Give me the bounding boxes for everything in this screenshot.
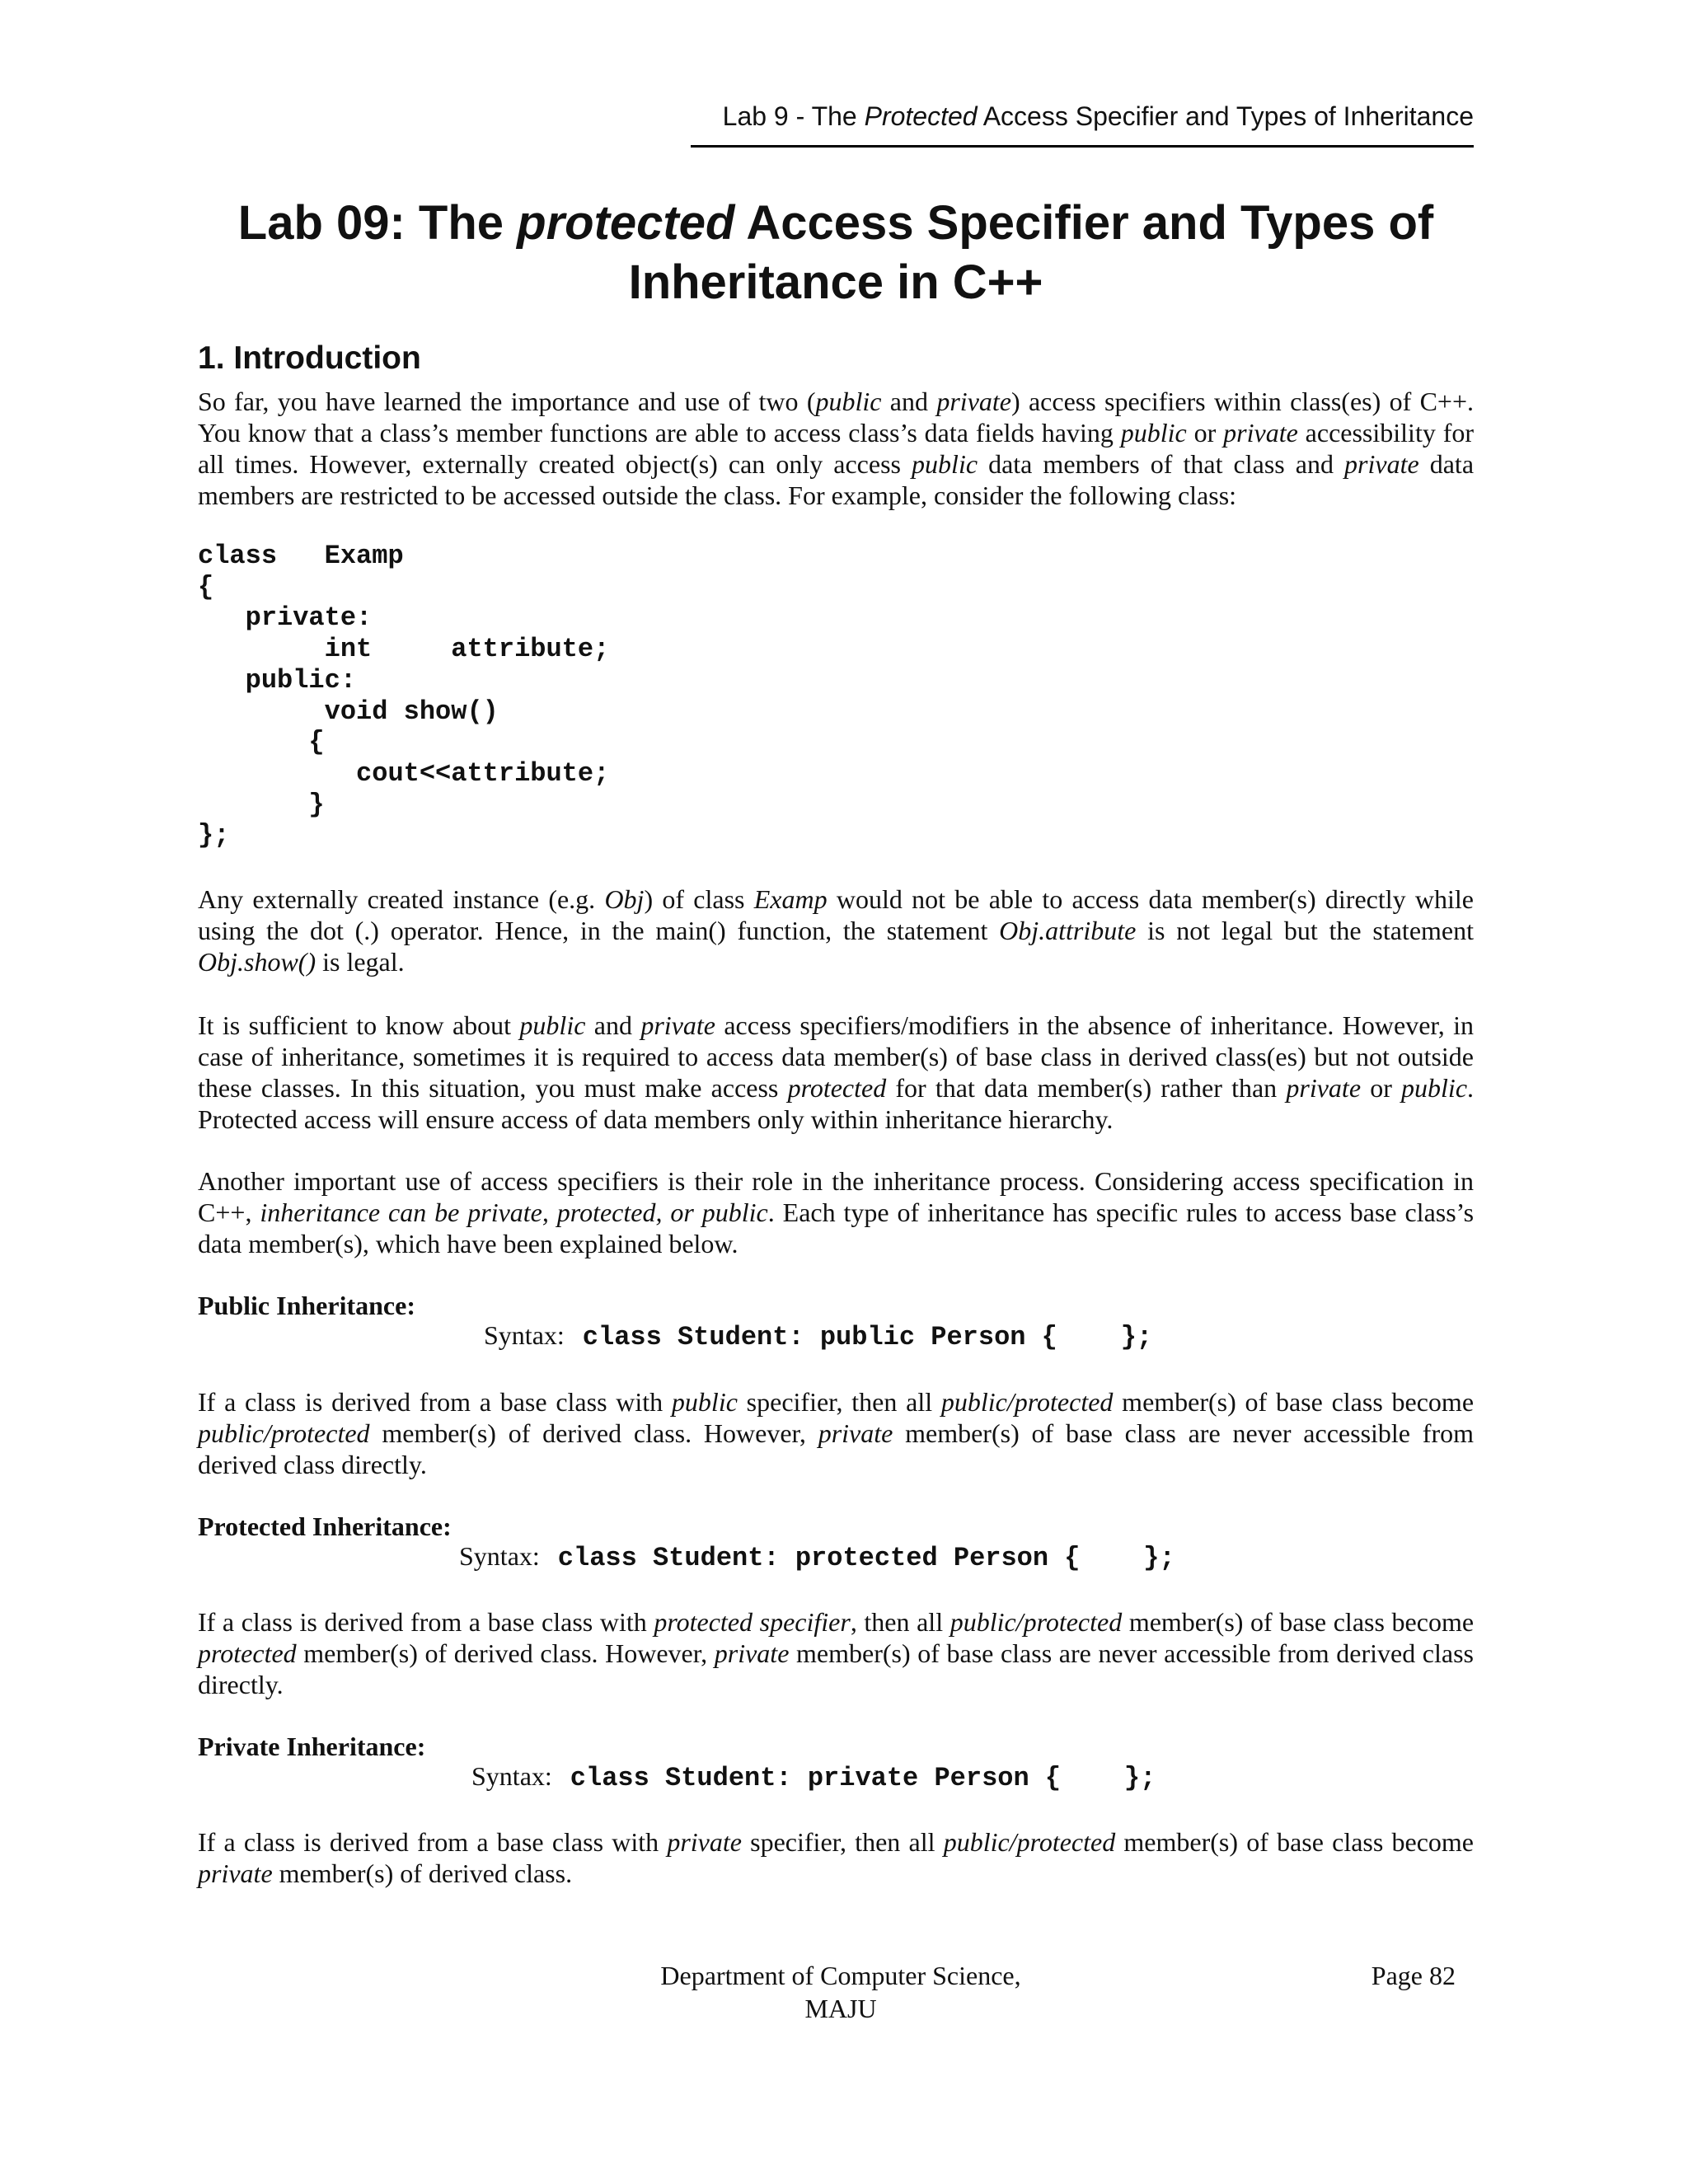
emphasis: inheritance can be private, protected, or public [260, 1197, 768, 1227]
text-run: If a class is derived from a base class with [198, 1827, 668, 1857]
page-number: Page 82 [1371, 1961, 1456, 1990]
text-run: Any externally created instance (e.g. [198, 884, 605, 914]
emphasis: public/protected [943, 1827, 1116, 1857]
running-header [691, 99, 1474, 148]
title-text: Lab 09: The [237, 196, 518, 250]
code-line: int attribute; [198, 634, 610, 665]
text-run: member(s) of base class become [1122, 1607, 1475, 1637]
text-run: It is sufficient to know about [198, 1010, 520, 1040]
emphasis: public/protected [940, 1387, 1114, 1417]
running-header-text: Lab 9 - The [722, 101, 865, 131]
text-run: access specifiers/modifiers in the absence of inheritance. However, in case of inheritance, sometimes it is required to access data member(s) of base class in derived class(es) but not outside these classes. In this situation, you must make access [198, 1010, 1475, 1103]
text-run: accessibility for all times. However, externally created object(s) can only access [198, 418, 1475, 479]
emphasis: public/protected [198, 1418, 370, 1448]
text-run: member(s) of base class become [1113, 1387, 1475, 1417]
paragraph-protected-access [198, 1010, 1474, 1135]
text-run: would not be able to access data member(s) directly while using the dot (.) operator. Hence, in the main() function, the statement [198, 884, 1474, 945]
text-run: and [881, 387, 937, 416]
protected-inheritance-paragraph [198, 1606, 1474, 1700]
text-run: or [1186, 418, 1224, 448]
emphasis: private [1223, 418, 1298, 448]
emphasis: public [519, 1010, 586, 1040]
section-heading: 1. Introduction [198, 340, 421, 376]
protected-inheritance-heading: Protected Inheritance: [198, 1511, 452, 1541]
page-title [198, 194, 1474, 312]
footer-department [577, 1959, 1104, 2025]
public-inheritance-heading: Public Inheritance: [198, 1291, 415, 1320]
emphasis: public [912, 449, 978, 479]
emphasis: private [1344, 449, 1419, 479]
emphasis: private [818, 1418, 893, 1448]
paragraph-inheritance-types [198, 1165, 1474, 1259]
private-inheritance-syntax [471, 1760, 1156, 1795]
text-run: If a class is derived from a base class with [198, 1387, 672, 1417]
running-header-text-end: Access Specifier and Types of Inheritance [977, 101, 1474, 131]
text-run: or [1361, 1073, 1402, 1103]
text-run: specifier, then all [737, 1387, 941, 1417]
text-run: So far, you have learned the importance and use of two ( [198, 387, 816, 416]
text-run: member(s) of base class become [1115, 1827, 1475, 1857]
syntax-label: Syntax: [484, 1320, 565, 1350]
text-run: member(s) of derived class. However, [296, 1638, 715, 1668]
text-run: . Protected access will ensure access of data members only within inheritance hierarchy. [198, 1073, 1475, 1134]
code-line: public: [198, 664, 357, 696]
text-run: member(s) of derived class. However, [369, 1418, 818, 1448]
emphasis: public [1120, 418, 1187, 448]
title-text-end: Access Specifier and Types of [734, 196, 1434, 250]
syntax-code: class Student: protected Person { }; [557, 1543, 1175, 1573]
emphasis: protected [198, 1638, 297, 1668]
text-run: member(s) of derived class. [272, 1858, 573, 1888]
text-run: member(s) of base class are never accessible from derived class directly. [198, 1638, 1475, 1699]
code-line: class Examp [198, 541, 404, 571]
emphasis: private [198, 1858, 273, 1888]
emphasis: private [1286, 1073, 1362, 1103]
emphasis: private [640, 1010, 715, 1040]
syntax-code: class Student: private Person { }; [570, 1763, 1156, 1793]
code-line: private: [198, 602, 373, 634]
text-run: is not legal but the statement [1136, 916, 1475, 945]
code-example [198, 541, 940, 851]
text-run: , then all [850, 1607, 950, 1637]
code-line: void show() [198, 696, 499, 727]
private-inheritance-heading: Private Inheritance: [198, 1732, 426, 1761]
text-run: ) access specifiers within class(es) of C++. You know that a class’s member functions are able to access class’s data fields having [198, 387, 1475, 448]
private-inheritance-paragraph [198, 1826, 1474, 1889]
footer-department-line-2: MAJU [804, 1994, 877, 2023]
text-run: Another important use of access specifiers is their role in the inheritance process. Considering access specification in C++, [198, 1166, 1474, 1227]
emphasis: Examp [753, 884, 828, 914]
emphasis: Obj [604, 884, 645, 914]
text-run: data members of that class and [978, 449, 1345, 479]
syntax-code: class Student: public Person { }; [582, 1322, 1153, 1352]
emphasis: protected specifier [654, 1607, 851, 1637]
footer-department-line-1: Department of Computer Science, [660, 1961, 1021, 1990]
protected-inheritance-syntax [459, 1540, 1175, 1575]
emphasis: public [815, 387, 882, 416]
emphasis: private [714, 1638, 790, 1668]
text-run: and [585, 1010, 641, 1040]
emphasis: private [936, 387, 1011, 416]
intro-paragraph [198, 386, 1474, 511]
text-run: member(s) of base class are never accessible from derived class directly. [198, 1418, 1474, 1479]
paragraph-object-access [198, 883, 1474, 977]
code-line: } [198, 789, 325, 820]
code-line: }; [198, 820, 230, 851]
text-run: data members are restricted to be accessed outside the class. For example, consider the following class: [198, 449, 1475, 510]
emphasis: Obj.attribute [999, 916, 1137, 945]
emphasis: protected [787, 1073, 887, 1103]
code-line: { [198, 727, 325, 758]
emphasis: Obj.show() [198, 947, 316, 977]
text-run: specifier, then all [741, 1827, 944, 1857]
running-header-emphasis: Protected [864, 101, 978, 131]
syntax-label: Syntax: [471, 1761, 552, 1791]
code-line: { [198, 571, 214, 602]
text-run: for that data member(s) rather than [886, 1073, 1287, 1103]
public-inheritance-syntax [484, 1319, 1152, 1354]
text-run: ) of class [644, 884, 754, 914]
code-line: cout<<attribute; [198, 757, 610, 789]
text-run: If a class is derived from a base class with [198, 1607, 654, 1637]
emphasis: public [671, 1387, 738, 1417]
text-run: is legal. [316, 947, 405, 977]
public-inheritance-paragraph [198, 1386, 1474, 1480]
text-run: . Each type of inheritance has specific rules to access base class’s data member(s), which have been explained below. [198, 1197, 1475, 1258]
emphasis: private [667, 1827, 742, 1857]
title-emphasis: protected [517, 196, 735, 250]
emphasis: public/protected [950, 1607, 1123, 1637]
title-line-2: Inheritance in C++ [628, 255, 1043, 309]
syntax-label: Syntax: [459, 1541, 540, 1571]
emphasis: public [1401, 1073, 1468, 1103]
